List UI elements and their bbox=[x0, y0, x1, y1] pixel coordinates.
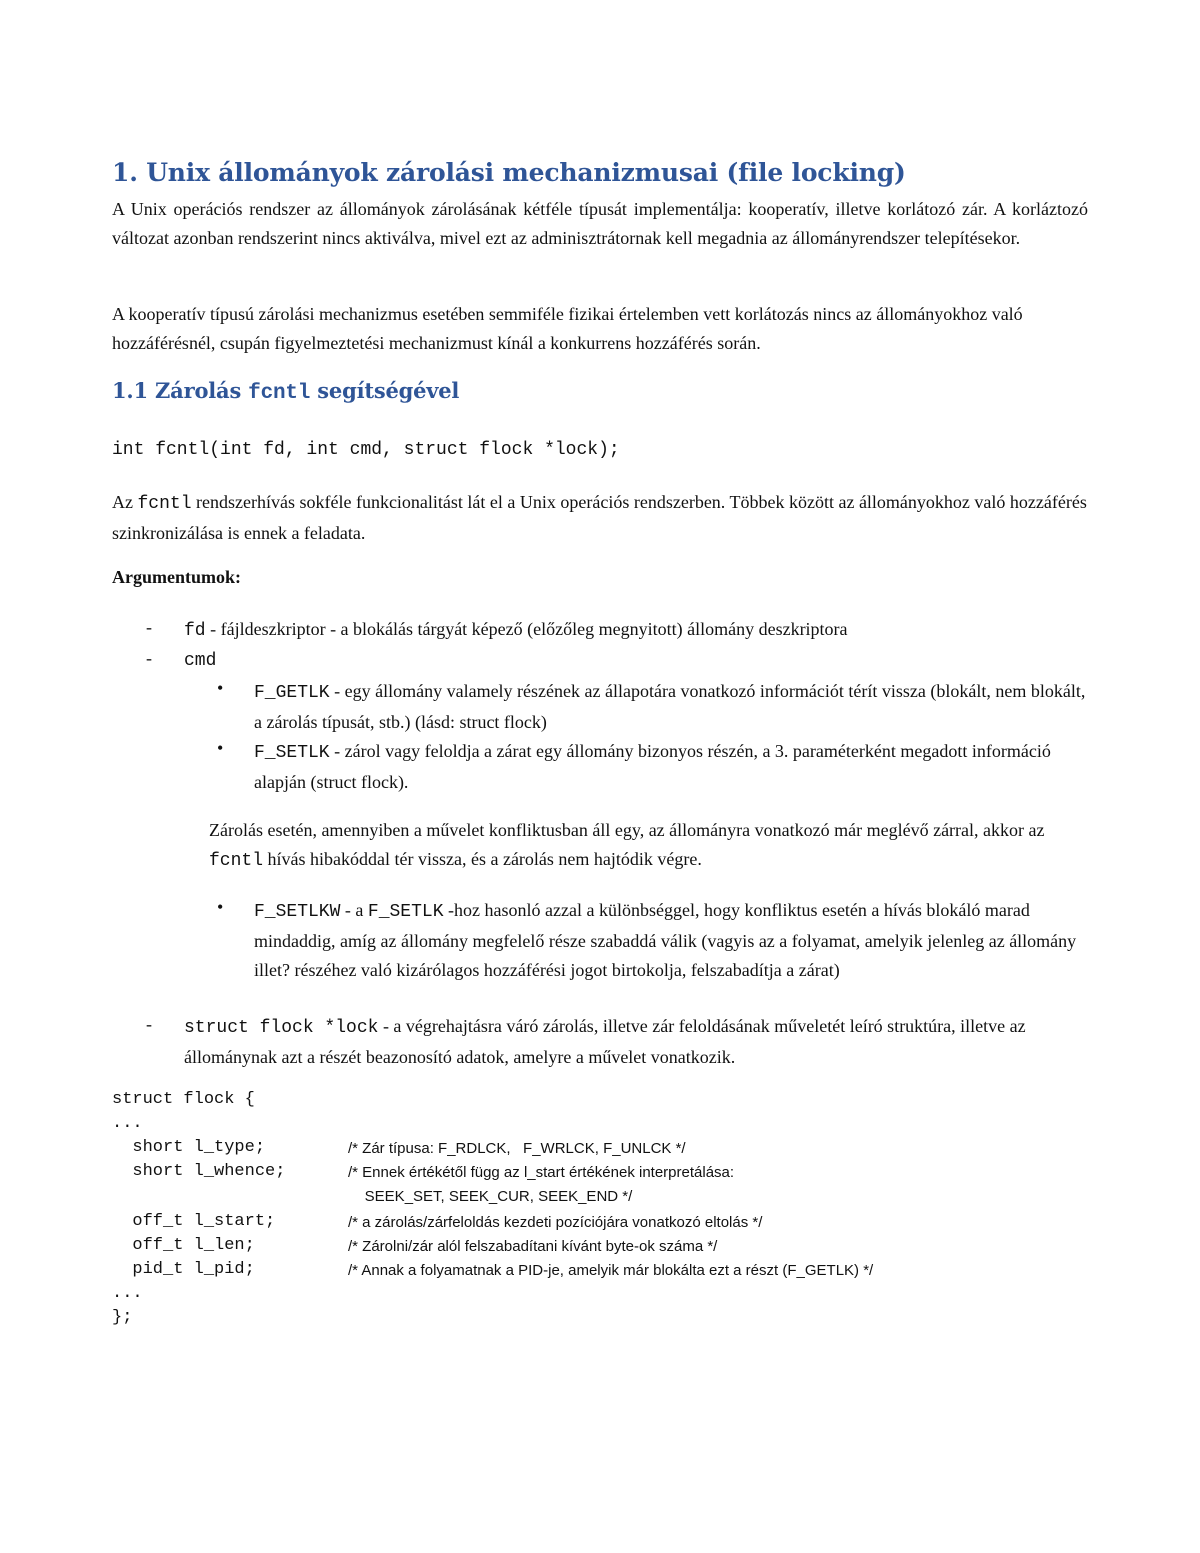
arguments-heading: Argumentumok: bbox=[112, 567, 241, 587]
cmd-getlk-text: - egy állomány valamely részének az állapotára vonatkozó információt térít vissza (blokált, nem blokált, a zárolás típusát, stb.) (lásd: struct flock) bbox=[254, 681, 1086, 732]
code-line bbox=[112, 1212, 763, 1236]
dash-marker: - bbox=[146, 648, 152, 668]
bullet-marker: • bbox=[217, 738, 224, 758]
arg-fd-code: fd bbox=[184, 621, 206, 641]
subsection-heading-code: fcntl bbox=[248, 382, 311, 405]
code-field: pid_t l_pid; bbox=[112, 1260, 255, 1279]
cmd-getlk-code: F_GETLK bbox=[254, 683, 330, 703]
bullet-marker: • bbox=[217, 897, 224, 917]
code-comment: /* Zár típusa: F_RDLCK, F_WRLCK, F_UNLCK */ bbox=[348, 1140, 686, 1157]
cmd-setlk bbox=[254, 737, 1088, 797]
code-line bbox=[112, 1138, 686, 1162]
cmd-setlk-text: - zárol vagy feloldja a zárat egy állomány bizonyos részén, a 3. paraméterként megadott információ alapján (struct flock). bbox=[254, 741, 1051, 792]
code-line bbox=[112, 1236, 718, 1260]
cmd-getlk bbox=[254, 677, 1088, 737]
cooperative-paragraph: A kooperatív típusú zárolási mechanizmus esetében semmiféle fizikai értelemben vett korlátozás nincs az állományokhoz való hozzáférésnél, csupán figyelmeztetési mechanizmust kínál a konkurrens hozzáférés során. bbox=[112, 304, 1023, 353]
dash-marker: - bbox=[146, 1014, 152, 1034]
code-field: short l_type; bbox=[112, 1138, 266, 1157]
cmd-setlkw-text: -hoz hasonló azzal a különbséggel, hogy konfliktus esetén a hívás blokáló marad mindaddig, amíg az állomány megfelelő része szabaddá válik (vagyis az a folyamat, amelyik jelenleg az állomány illet? részéhez való kizárólagos hozzáférési jogot birtokolja, felszabadítja a zárat) bbox=[254, 900, 1077, 980]
conflict-note-code: fcntl bbox=[209, 851, 264, 871]
arg-lock-code: struct flock *lock bbox=[184, 1018, 379, 1038]
code-field: off_t l_len; bbox=[112, 1236, 255, 1255]
dash-marker: - bbox=[146, 617, 152, 637]
code-comment: /* Ennek értékétől függ az l_start értékének interpretálása: bbox=[348, 1164, 735, 1181]
code-line bbox=[112, 1260, 874, 1284]
arg-fd-text: - fájldeszkriptor - a blokálás tárgyát képező (előzőleg megnyitott) állomány deszkriptora bbox=[205, 619, 848, 639]
fcntl-desc-code: fcntl bbox=[137, 494, 192, 514]
fcntl-desc-prefix: Az bbox=[112, 492, 138, 512]
code-line: ... bbox=[112, 1284, 143, 1303]
conflict-note-suffix: hívás hibakóddal tér vissza, és a zárolás nem hajtódik végre. bbox=[263, 849, 702, 869]
code-comment: /* Annak a folyamatnak a PID-je, amelyik már blokálta ezt a részt (F_GETLK) */ bbox=[348, 1262, 874, 1279]
code-line: struct flock { bbox=[112, 1090, 255, 1109]
code-comment: /* a zárolás/zárfeloldás kezdeti pozíciójára vonatkozó eltolás */ bbox=[348, 1214, 763, 1231]
bullet-marker: • bbox=[217, 678, 224, 698]
fcntl-description bbox=[112, 488, 1088, 548]
code-comment: /* Zárolni/zár alól felszabadítani kívánt byte-ok száma */ bbox=[348, 1238, 718, 1255]
cmd-setlkw-code: F_SETLKW bbox=[254, 902, 341, 922]
arg-fd bbox=[184, 615, 1088, 646]
section-heading: 1. Unix állományok zárolási mechanizmusai (file locking) bbox=[112, 158, 906, 187]
code-line: ... bbox=[112, 1114, 143, 1133]
code-field: off_t l_start; bbox=[112, 1212, 276, 1231]
conflict-note-prefix: Zárolás esetén, amennyiben a művelet konfliktusban áll egy, az állományra vonatkozó már meglévő zárral, akkor az bbox=[209, 820, 1045, 840]
function-signature: int fcntl(int fd, int cmd, struct flock *lock); bbox=[112, 440, 620, 460]
arg-lock-text: - a végrehajtásra váró zárolás, illetve zár feloldásának műveletét leíró struktúra, illetve az állománynak azt a részét beazonosító adatok, amelyre a művelet vonatkozik. bbox=[184, 1016, 1026, 1067]
arg-lock bbox=[184, 1012, 1088, 1072]
cmd-setlkw-mid: - a bbox=[340, 900, 368, 920]
code-field: short l_whence; bbox=[112, 1162, 286, 1181]
subsection-heading-suffix: segítségével bbox=[310, 378, 460, 403]
cmd-setlk-code: F_SETLK bbox=[254, 743, 330, 763]
intro-paragraph: A Unix operációs rendszer az állományok zárolásának kétféle típusát implementálja: kooperatív, illetve korlátozó zár. A korláztozó változat azonban rendszerint nincs aktiválva, mivel ezt az adminisztrátornak kell megadnia az állományrendszer telepítésekor. bbox=[112, 199, 1088, 248]
code-line: }; bbox=[112, 1308, 133, 1327]
cmd-setlkw bbox=[254, 896, 1088, 985]
subsection-heading-prefix: 1.1 Zárolás bbox=[112, 378, 249, 403]
code-comment: SEEK_SET, SEEK_CUR, SEEK_END */ bbox=[348, 1188, 633, 1205]
arg-cmd-code: cmd bbox=[184, 651, 217, 671]
subsection-heading bbox=[112, 378, 459, 405]
arg-cmd bbox=[184, 645, 1088, 676]
fcntl-desc-suffix: rendszerhívás sokféle funkcionalitást lát el a Unix operációs rendszerben. Többek között az állományokhoz való hozzáférés szinkronizálása is ennek a feladata. bbox=[112, 492, 1087, 543]
code-line bbox=[112, 1162, 735, 1186]
cmd-setlkw-code2: F_SETLK bbox=[367, 902, 444, 922]
conflict-note bbox=[209, 816, 1088, 876]
